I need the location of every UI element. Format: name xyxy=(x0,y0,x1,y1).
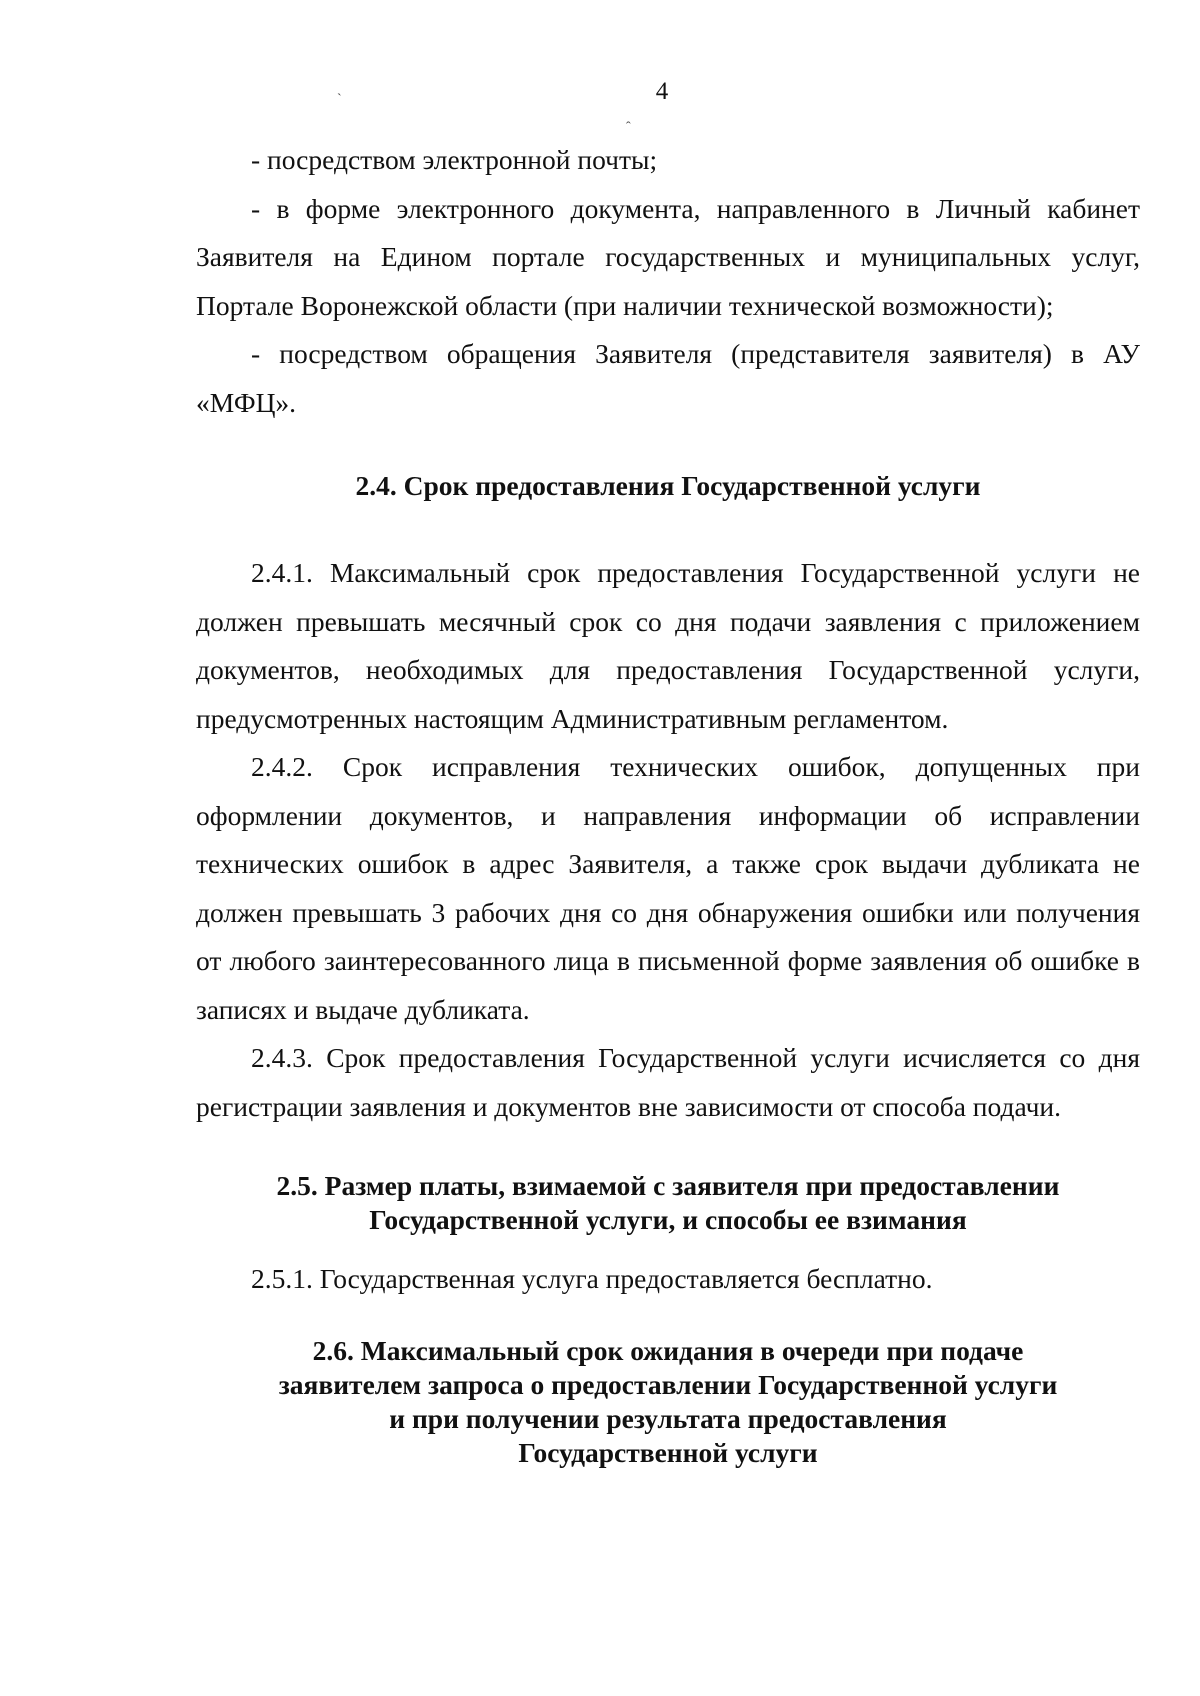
section-heading-2-6-line-1: 2.6. Максимальный срок ожидания в очереди при подаче xyxy=(312,1334,1024,1366)
section-heading-2-5 xyxy=(196,1169,1140,1237)
paragraph-2-4-1: 2.4.1. Максимальный срок предоставления Государственной услуги не должен превышать месячный срок со дня подачи заявления с приложением документов, необходимых для предоставления Государственной услуги, предусмотренных настоящим Административным регламентом. xyxy=(196,557,1140,734)
scan-speck: ˆ xyxy=(626,120,631,135)
section-heading-2-6-line-3: и при получении результата предоставления xyxy=(389,1402,947,1434)
scan-speck: ˋ xyxy=(337,92,342,107)
paragraph-2-4-2: 2.4.2. Срок исправления технических ошибок, допущенных при оформлении документов, и направления информации об исправлении технических ошибок в адрес Заявителя, а также срок выдачи дубликата не должен превышать 3 рабочих дня со дня обнаружения ошибки или получения от любого заинтересованного лица в письменной форме заявления об ошибке в записях и выдаче дубликата. xyxy=(196,751,1140,1025)
section-heading-2-6-line-4: Государственной услуги xyxy=(518,1436,818,1468)
document-body xyxy=(196,136,1140,1470)
page-number: 4 xyxy=(655,78,669,105)
section-heading-2-6-line-2: заявителем запроса о предоставлении Государственной услуги xyxy=(278,1368,1058,1400)
section-heading-2-5-line-2: Государственной услуги, и способы ее взимания xyxy=(369,1204,967,1235)
list-item-electronic-document: - в форме электронного документа, направленного в Личный кабинет Заявителя на Едином портале государственных и муниципальных услуг, Портале Воронежской области (при наличии технической возможности); xyxy=(196,192,1140,321)
paragraph-2-4-3: 2.4.3. Срок предоставления Государственной услуги исчисляется со дня регистрации заявления и документов вне зависимости от способа подачи. xyxy=(196,1042,1140,1122)
section-heading-2-5-line-1: 2.5. Размер платы, взимаемой с заявителя при предоставлении xyxy=(276,1170,1060,1201)
section-heading-2-6 xyxy=(196,1334,1140,1470)
list-item-email: - посредством электронной почты; xyxy=(251,144,658,175)
paragraph-2-5-1: 2.5.1. Государственная услуга предоставляется бесплатно. xyxy=(251,1263,933,1294)
list-item-mfc: - посредством обращения Заявителя (представителя заявителя) в АУ «МФЦ». xyxy=(196,338,1140,418)
section-heading-2-4: 2.4. Срок предоставления Государственной услуги xyxy=(355,470,981,501)
